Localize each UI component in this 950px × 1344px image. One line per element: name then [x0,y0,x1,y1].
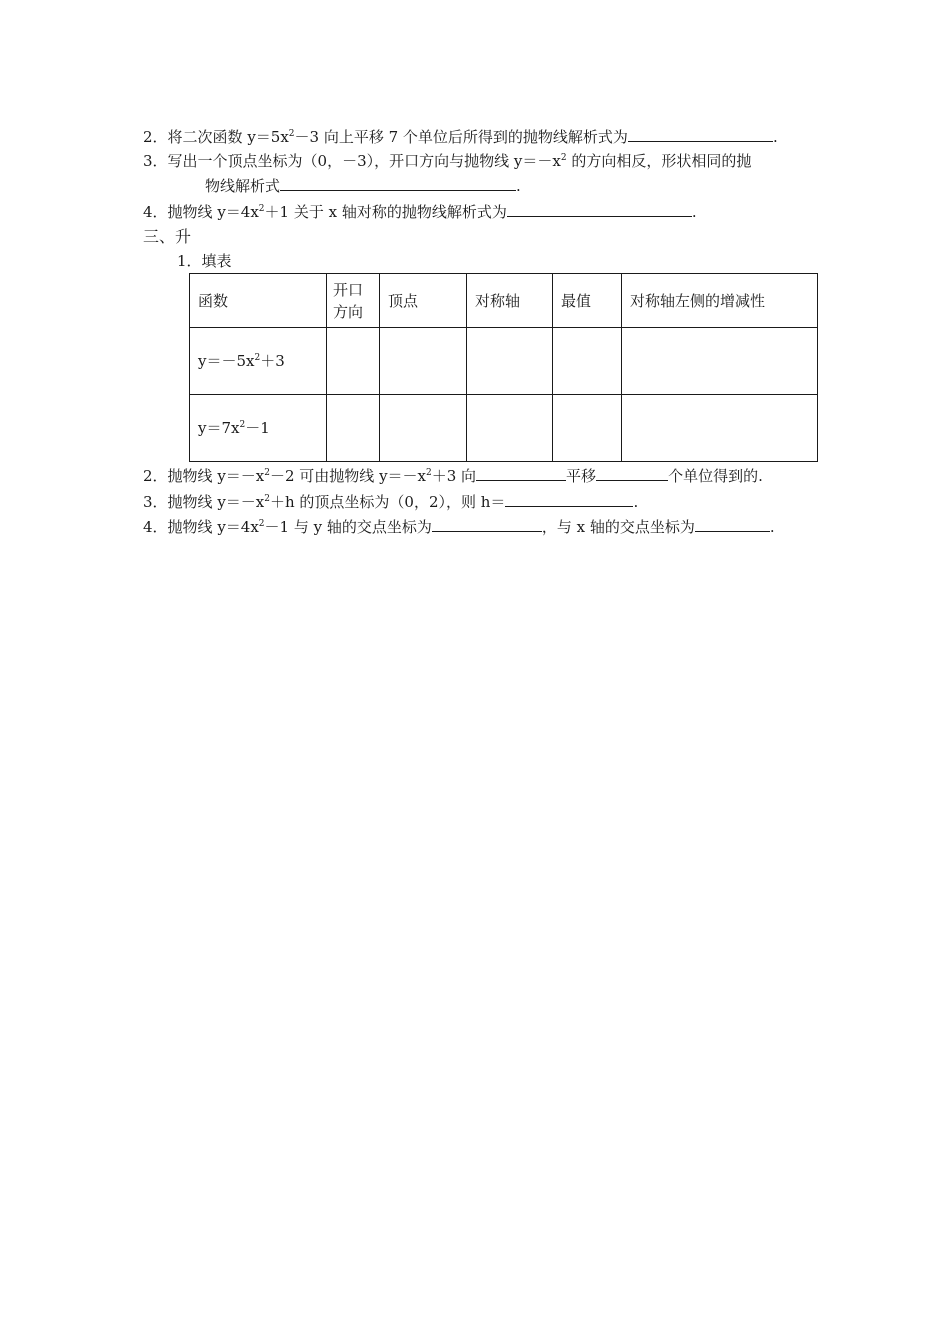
superscript: 2 [264,494,270,504]
superscript: 2 [288,129,295,139]
answer-blank[interactable] [507,200,692,217]
function-text: ＋3 [260,352,285,370]
question-number: 4． [143,518,168,536]
table-row [190,328,818,395]
answer-blank[interactable] [505,490,633,507]
superscript: 2 [560,153,567,163]
answer-cell[interactable] [380,328,467,395]
question-number: 3． [143,493,168,511]
superscript: 2 [258,519,265,529]
answer-cell[interactable] [553,395,622,462]
question-number: 3． [143,152,168,170]
question-text: 写出一个顶点坐标为（0，－3），开口方向与抛物线 y＝－x [167,152,561,170]
question-text: 物线解析式 [205,177,281,195]
answer-blank[interactable] [476,464,566,481]
question-text: 个单位得到的. [668,467,763,485]
answer-cell[interactable] [467,395,553,462]
question-text: －2 可由抛物线 y＝－x [269,467,426,485]
table-question-label: 1．填表 [177,252,232,270]
answer-cell[interactable] [622,395,818,462]
section-heading: 三、升 [143,227,192,246]
question-text: 抛物线 y＝－x [167,493,265,511]
superscript: 2 [258,204,265,214]
superscript: 2 [254,353,261,363]
superscript: 2 [264,468,270,478]
header-vertex: 顶点 [380,274,467,328]
answer-cell[interactable] [327,395,380,462]
superscript: 2 [239,420,246,430]
answer-cell[interactable] [327,328,380,395]
function-cell [190,395,327,462]
question-number: 2． [143,128,168,146]
question-4-section3 [143,515,775,537]
question-3 [143,150,751,172]
question-3-section3 [143,490,638,512]
question-text: 抛物线 y＝4x [167,518,259,536]
header-axis: 对称轴 [467,274,553,328]
question-4 [143,200,697,222]
answer-blank[interactable] [596,464,668,481]
question-2-section3 [143,464,763,486]
table-row [190,395,818,462]
header-monotonicity: 对称轴左侧的增减性 [622,274,818,328]
period: . [516,177,521,195]
function-cell [190,328,327,395]
question-text: ，与 x 轴的交点坐标为 [541,518,695,536]
superscript: 2 [426,468,432,478]
answer-blank[interactable] [432,515,542,532]
question-text: 抛物线 y＝－x [167,467,265,485]
question-text: 抛物线 y＝4x [167,203,259,221]
question-text: ＋h 的顶点坐标为（0，2），则 h＝ [269,493,506,511]
question-text: 平移 [566,467,597,485]
answer-cell[interactable] [467,328,553,395]
header-text: 方向 [333,302,364,321]
question-3-continued [205,174,521,196]
question-text: ＋1 关于 x 轴对称的抛物线解析式为 [264,203,507,221]
header-function: 函数 [190,274,327,328]
fill-table [189,273,818,462]
period: . [769,518,775,536]
question-number: 4． [143,203,168,221]
answer-cell[interactable] [622,328,818,395]
answer-blank[interactable] [280,174,516,191]
period: . [633,493,639,511]
question-text: －1 与 y 轴的交点坐标为 [264,518,432,536]
answer-blank[interactable] [695,515,770,532]
function-text: y＝7x [198,419,240,437]
header-extreme: 最值 [553,274,622,328]
table-header-row [190,274,818,328]
header-text: 开口 [333,280,364,299]
header-opening-direction [327,274,380,328]
answer-blank[interactable] [628,125,773,142]
period: . [772,128,778,146]
period: . [691,203,697,221]
question-text: －3 向上平移 7 个单位后所得到的抛物线解析式为 [294,128,628,146]
function-text: y＝－5x [198,352,255,370]
question-number: 2． [143,467,168,485]
question-text: 的方向相反，形状相同的抛 [566,152,752,170]
question-text: 将二次函数 y＝5x [167,128,289,146]
function-text: －1 [245,419,270,437]
question-text: ＋3 向 [431,467,477,485]
answer-cell[interactable] [380,395,467,462]
answer-cell[interactable] [553,328,622,395]
question-2 [143,125,778,147]
